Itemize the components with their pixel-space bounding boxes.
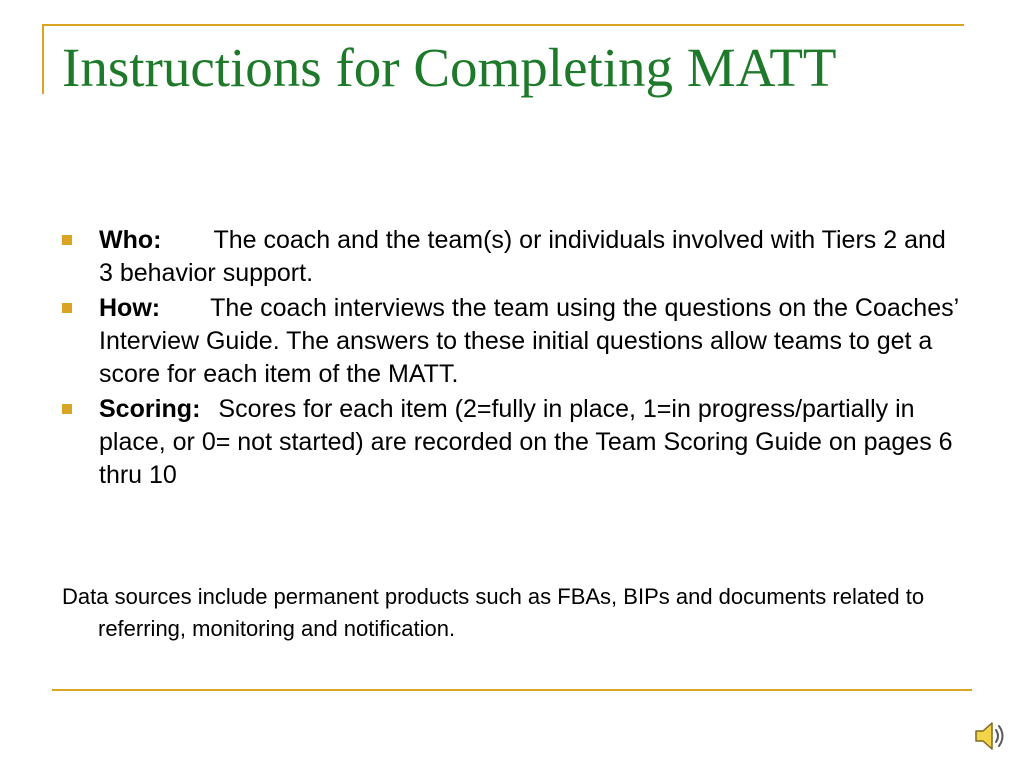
bullet-text: Scores for each item (2=fully in place, 1=in progress/partially in place, or 0= not started) are recorded on the Team Scoring Guide on pages 6 thru 10 [99, 395, 953, 489]
bullet-term: Scoring: [99, 395, 201, 423]
bullet-text: The coach interviews the team using the questions on the Coaches’ Interview Guide. The answers to these initial questions allow teams to get a score for each item of the MATT. [99, 294, 959, 388]
bullet-term: Who: [99, 226, 162, 254]
bullet-item-scoring [62, 393, 962, 492]
speaker-icon[interactable] [972, 718, 1008, 754]
bullet-item-how [62, 292, 962, 391]
square-bullet-icon [62, 303, 72, 313]
data-sources-note: Data sources include permanent products such as FBAs, BIPs and documents related to referring, monitoring and notification. [62, 584, 925, 641]
bullet-list [62, 224, 962, 494]
bullet-term: How: [99, 294, 161, 322]
bullet-text: The coach and the team(s) or individuals involved with Tiers 2 and 3 behavior support. [99, 226, 946, 287]
bullet-item-who [62, 224, 962, 290]
left-border-line [42, 24, 44, 94]
slide-title: Instructions for Completing MATT [62, 37, 837, 98]
square-bullet-icon [62, 235, 72, 245]
top-border-line [42, 24, 964, 26]
square-bullet-icon [62, 404, 72, 414]
bottom-border-line [52, 689, 972, 691]
